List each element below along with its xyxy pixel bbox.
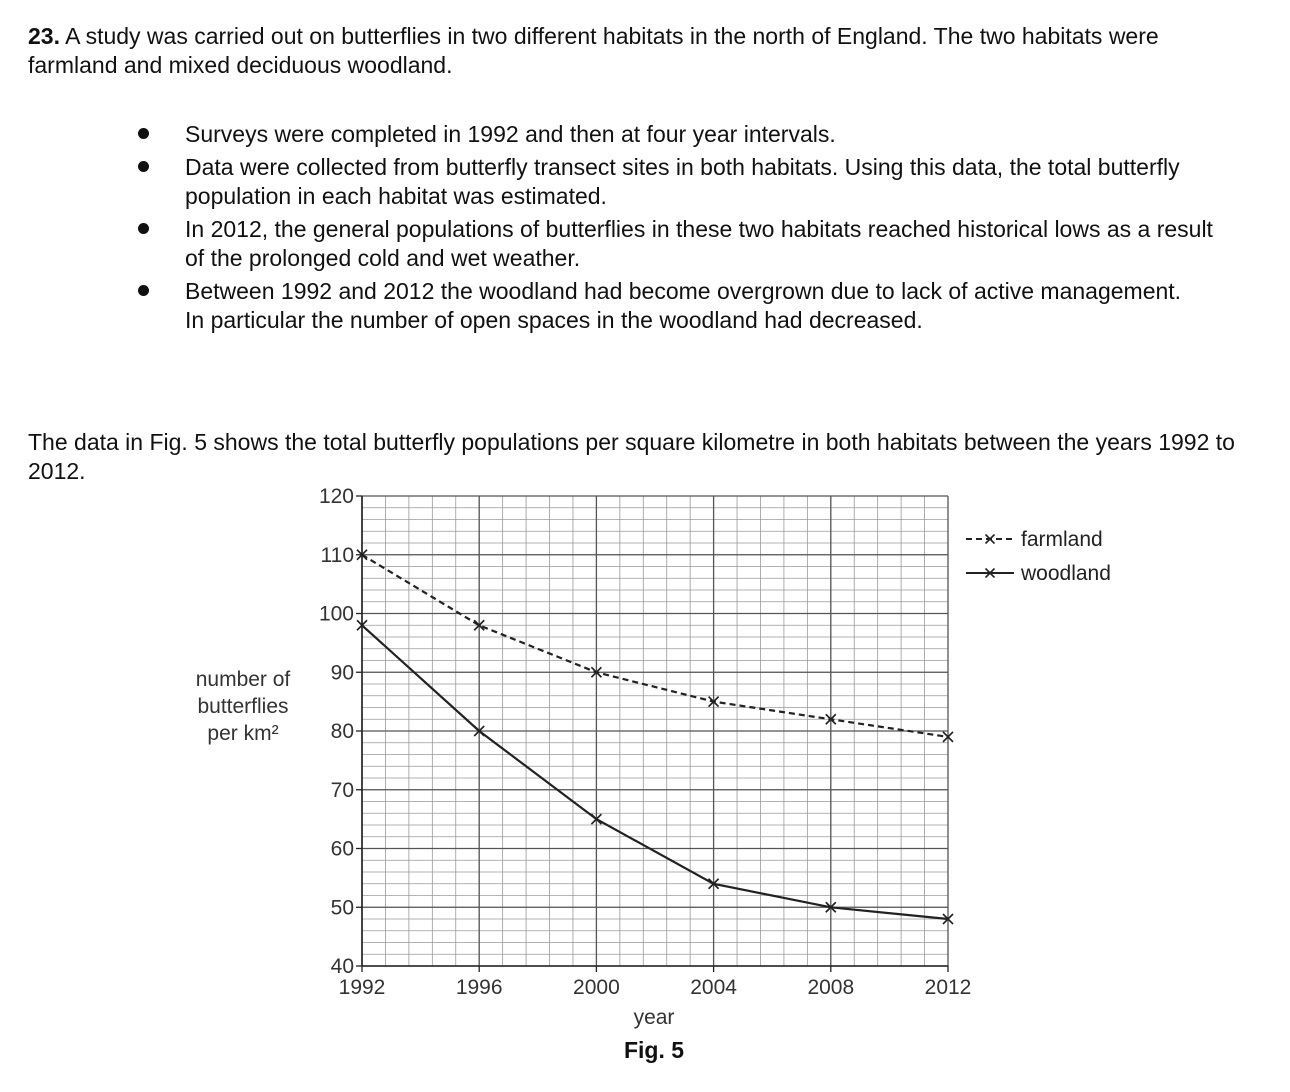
question-body: A study was carried out on butterflies in two different habitats in the north of England. The two habitats were farmland and mixed deciduous woodland.: [28, 23, 1159, 78]
bullet-text: Between 1992 and 2012 the woodland had become overgrown due to lack of active management.: [185, 278, 1182, 304]
series-line-woodland: [362, 625, 948, 919]
x-axis-label: year: [633, 1006, 675, 1029]
bullet-text: In particular the number of open spaces in the woodland had decreased.: [185, 307, 923, 333]
question-number: 23.: [28, 23, 60, 49]
y-tick-labels: [319, 485, 362, 978]
series-lines: [357, 550, 953, 924]
series-line-farmland: [362, 555, 948, 737]
y-axis-label-line3: per km²: [207, 722, 279, 745]
y-tick-label: 100: [318, 602, 354, 626]
y-tick-label: 110: [320, 543, 354, 567]
figure-label: Fig. 5: [623, 1037, 685, 1063]
x-tick-label: 2000: [573, 976, 620, 999]
y-tick-label: 90: [330, 661, 354, 685]
y-tick-label: 120: [318, 485, 354, 508]
x-tick-label: 1996: [455, 976, 503, 999]
y-tick-label: 50: [330, 896, 354, 920]
legend: [966, 528, 1111, 585]
x-tick-label: 1992: [338, 976, 386, 999]
y-tick-label: 60: [330, 837, 354, 861]
x-tick-label: 2012: [924, 976, 972, 999]
y-axis-label-line2: butterflies: [197, 695, 289, 718]
y-tick-label: 80: [330, 720, 354, 743]
x-tick-labels: [339, 966, 972, 999]
figure-intro: The data in Fig. 5 shows the total butterfly populations per square kilometre in both habitats between the years 1992 to 2012.: [28, 429, 1235, 484]
y-tick-label: 40: [330, 955, 354, 978]
legend-label-woodland: woodland: [1021, 562, 1111, 585]
y-axis-label-line1: number of: [195, 668, 291, 691]
bullet-text: In 2012, the general populations of butterflies in these two habitats reached historical lows as a result of the prolonged cold and wet weather.: [185, 216, 1213, 271]
bullet-text: Data were collected from butterfly transect sites in both habitats. Using this data, the total butterfly population in each habitat was estimated.: [185, 154, 1180, 209]
x-tick-label: 2004: [690, 976, 737, 999]
x-tick-label: 2008: [807, 976, 855, 999]
y-tick-label: 70: [330, 778, 354, 802]
legend-label-farmland: farmland: [1021, 528, 1103, 551]
bullet-text: Surveys were completed in 1992 and then at four year intervals.: [185, 121, 836, 147]
